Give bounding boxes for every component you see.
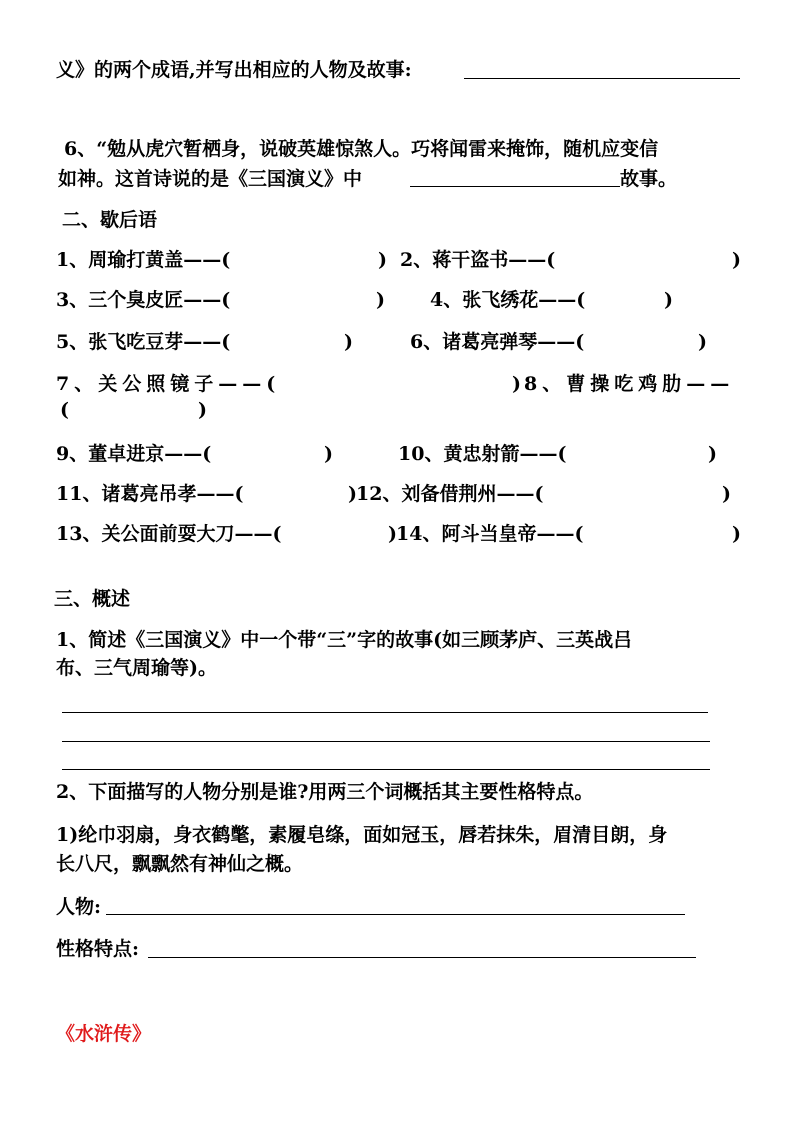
idiom-close: ) xyxy=(732,249,741,271)
idiom-close: ) xyxy=(376,289,385,311)
idiom-item: 9、董卓进京——( xyxy=(56,443,212,465)
idiom-item: 11、诸葛亮吊孝——( xyxy=(56,483,244,505)
idiom-item: 13、关公面前耍大刀——( xyxy=(56,523,282,545)
section3-title: 三、概述 xyxy=(54,588,131,610)
idiom-item: 14、阿斗当皇帝——( xyxy=(396,523,584,545)
idiom-item: 4、张飞绣花——( xyxy=(430,289,586,311)
idiom-close: ) xyxy=(512,373,521,395)
idiom-item: 6、诸葛亮弹琴——( xyxy=(410,331,585,353)
idiom-item: 5、张飞吃豆芽——( xyxy=(56,331,231,353)
trait-answer-line[interactable] xyxy=(148,957,696,958)
idiom-item: 10、黄忠射箭——( xyxy=(398,443,567,465)
section2-title: 二、歇后语 xyxy=(62,209,158,231)
idiom-close: ) xyxy=(344,331,353,353)
idiom-close: ) xyxy=(388,523,397,545)
idiom-item: 1、周瑜打黄盖——( xyxy=(56,249,231,271)
answer-line[interactable] xyxy=(62,741,710,742)
idiom-item: 3、三个臭皮匠——( xyxy=(56,289,231,311)
q6-line2-a: 如神。这首诗说的是《三国演义》中 xyxy=(58,168,363,190)
s3-q2-1-line2: 长八尺，飘飘然有神仙之概。 xyxy=(56,853,304,875)
next-section-title: 《水浒传》 xyxy=(56,1023,152,1045)
person-label: 人物: xyxy=(56,896,102,918)
idiom-close: ) xyxy=(698,331,707,353)
idiom-close: ) xyxy=(324,443,333,465)
answer-line[interactable] xyxy=(62,769,710,770)
answer-line-top[interactable] xyxy=(464,78,740,79)
s3-q1-line1: 1、简述《三国演义》中一个带“三”字的故事(如三顾茅庐、三英战吕 xyxy=(56,629,633,651)
idiom-close: ) xyxy=(348,483,357,505)
idiom-item: 2、蒋干盗书——( xyxy=(400,249,556,271)
idiom-close: ) xyxy=(732,523,741,545)
idiom-close: ) xyxy=(664,289,673,311)
idiom-close: ) xyxy=(378,249,387,271)
s3-q2-1-line1: 1)纶巾羽扇，身衣鹤氅，素履皂绦，面如冠玉，唇若抹朱，眉清目朗，身 xyxy=(56,824,668,846)
q6-line2-b: 故事。 xyxy=(620,168,678,190)
q6-answer-line[interactable] xyxy=(410,186,620,187)
idiom-close: ) xyxy=(708,443,717,465)
answer-line[interactable] xyxy=(62,712,708,713)
idiom-close: ) xyxy=(198,399,207,421)
s3-q2: 2、下面描写的人物分别是谁?用两三个词概括其主要性格特点。 xyxy=(56,781,594,803)
trait-label: 性格特点: xyxy=(56,938,140,960)
person-answer-line[interactable] xyxy=(106,914,685,915)
idiom-item: 8、曹操吃鸡肋—— xyxy=(524,373,735,395)
idiom-item: 12、刘备借荆州——( xyxy=(356,483,544,505)
s3-q1-line2: 布、三气周瑜等)。 xyxy=(56,657,217,679)
idiom-close: ) xyxy=(722,483,731,505)
idiom-item: 7、关公照镜子——( xyxy=(56,373,281,395)
continuation-text: 义》的两个成语,并写出相应的人物及故事: xyxy=(56,59,412,81)
idiom-open: ( xyxy=(60,399,69,421)
q6-line1: 6、“勉从虎穴暂栖身，说破英雄惊煞人。巧将闻雷来掩饰，随机应变信 xyxy=(64,138,659,160)
